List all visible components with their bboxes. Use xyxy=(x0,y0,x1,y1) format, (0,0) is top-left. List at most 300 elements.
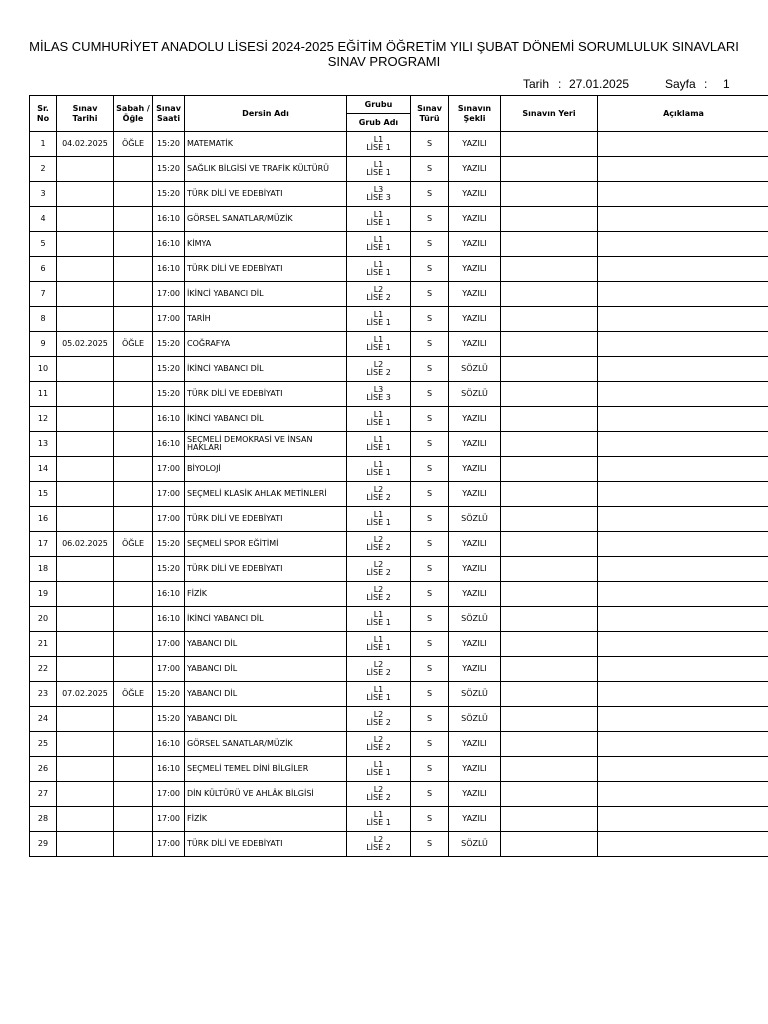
exam-note xyxy=(598,507,768,532)
exam-place xyxy=(501,232,598,257)
exam-note xyxy=(598,482,768,507)
exam-type: S xyxy=(411,282,449,307)
group-cell xyxy=(347,832,411,857)
exam-date xyxy=(57,707,114,732)
course-name: YABANCI DİL xyxy=(185,682,347,707)
group-cell xyxy=(347,157,411,182)
exam-type: S xyxy=(411,607,449,632)
course-name: TÜRK DİLİ VE EDEBİYATI xyxy=(185,182,347,207)
exam-type: S xyxy=(411,832,449,857)
course-name: FİZİK xyxy=(185,807,347,832)
exam-place xyxy=(501,557,598,582)
group-cell xyxy=(347,382,411,407)
group-code: L2 xyxy=(373,785,384,794)
exam-time: 15:20 xyxy=(153,357,185,382)
group-code: L1 xyxy=(373,410,384,419)
group-name: LİSE 1 xyxy=(366,518,391,527)
course-name: SEÇMELİ TEMEL DİNİ BİLGİLER xyxy=(185,757,347,782)
table-row xyxy=(30,307,768,332)
exam-form: YAZILI xyxy=(449,182,501,207)
exam-time: 15:20 xyxy=(153,332,185,357)
exam-time: 15:20 xyxy=(153,557,185,582)
exam-time: 16:10 xyxy=(153,207,185,232)
group-code: L1 xyxy=(373,760,384,769)
group-code: L2 xyxy=(373,360,384,369)
course-name: İKİNCİ YABANCI DİL xyxy=(185,357,347,382)
exam-note xyxy=(598,457,768,482)
group-name: LİSE 2 xyxy=(366,743,391,752)
row-number: 12 xyxy=(30,407,57,432)
exam-session xyxy=(114,607,153,632)
table-row xyxy=(30,457,768,482)
header-date: Sınav Tarihi xyxy=(57,96,114,132)
exam-session: ÖĞLE xyxy=(114,682,153,707)
exam-note xyxy=(598,232,768,257)
exam-session: ÖĞLE xyxy=(114,332,153,357)
group-name: LİSE 3 xyxy=(366,193,391,202)
exam-place xyxy=(501,357,598,382)
exam-time: 16:10 xyxy=(153,582,185,607)
row-number: 15 xyxy=(30,482,57,507)
group-name: LİSE 1 xyxy=(366,268,391,277)
exam-date xyxy=(57,607,114,632)
exam-note xyxy=(598,307,768,332)
exam-type: S xyxy=(411,707,449,732)
exam-place xyxy=(501,782,598,807)
table-row xyxy=(30,657,768,682)
group-cell xyxy=(347,282,411,307)
exam-time: 17:00 xyxy=(153,307,185,332)
table-row xyxy=(30,832,768,857)
exam-place xyxy=(501,757,598,782)
group-name: LİSE 2 xyxy=(366,543,391,552)
exam-place xyxy=(501,182,598,207)
table-row xyxy=(30,407,768,432)
group-code: L2 xyxy=(373,535,384,544)
header-no: Sr. No xyxy=(30,96,57,132)
group-cell xyxy=(347,257,411,282)
exam-date xyxy=(57,357,114,382)
course-name: İKİNCİ YABANCI DİL xyxy=(185,607,347,632)
exam-note xyxy=(598,282,768,307)
header-note: Açıklama xyxy=(598,96,768,132)
exam-type: S xyxy=(411,332,449,357)
exam-type: S xyxy=(411,232,449,257)
row-number: 9 xyxy=(30,332,57,357)
exam-session xyxy=(114,232,153,257)
group-name: LİSE 1 xyxy=(366,618,391,627)
exam-place xyxy=(501,507,598,532)
exam-time: 15:20 xyxy=(153,682,185,707)
exam-form: YAZILI xyxy=(449,457,501,482)
exam-time: 16:10 xyxy=(153,732,185,757)
exam-place xyxy=(501,332,598,357)
exam-note xyxy=(598,732,768,757)
group-code: L2 xyxy=(373,285,384,294)
exam-form: YAZILI xyxy=(449,632,501,657)
course-name: YABANCI DİL xyxy=(185,707,347,732)
exam-place xyxy=(501,382,598,407)
exam-form: YAZILI xyxy=(449,257,501,282)
group-code: L2 xyxy=(373,660,384,669)
page-number: 1 xyxy=(723,77,730,91)
header-type: Sınav Türü xyxy=(411,96,449,132)
exam-date xyxy=(57,557,114,582)
exam-date: 05.02.2025 xyxy=(57,332,114,357)
exam-place xyxy=(501,307,598,332)
exam-date xyxy=(57,432,114,457)
row-number: 18 xyxy=(30,557,57,582)
exam-session xyxy=(114,757,153,782)
exam-time: 17:00 xyxy=(153,807,185,832)
exam-time: 17:00 xyxy=(153,507,185,532)
table-row xyxy=(30,757,768,782)
exam-time: 16:10 xyxy=(153,407,185,432)
row-number: 20 xyxy=(30,607,57,632)
exam-note xyxy=(598,382,768,407)
exam-time: 15:20 xyxy=(153,157,185,182)
row-number: 22 xyxy=(30,657,57,682)
row-number: 16 xyxy=(30,507,57,532)
group-name: LİSE 2 xyxy=(366,793,391,802)
exam-session xyxy=(114,557,153,582)
exam-form: SÖZLÜ xyxy=(449,382,501,407)
exam-session xyxy=(114,407,153,432)
exam-type: S xyxy=(411,732,449,757)
exam-type: S xyxy=(411,132,449,157)
exam-time: 17:00 xyxy=(153,657,185,682)
course-name: YABANCI DİL xyxy=(185,657,347,682)
group-code: L1 xyxy=(373,235,384,244)
course-name: SAĞLIK BİLGİSİ VE TRAFİK KÜLTÜRÜ xyxy=(185,157,347,182)
exam-date xyxy=(57,207,114,232)
exam-date xyxy=(57,232,114,257)
group-cell xyxy=(347,307,411,332)
exam-type: S xyxy=(411,207,449,232)
exam-type: S xyxy=(411,682,449,707)
exam-date xyxy=(57,657,114,682)
row-number: 23 xyxy=(30,682,57,707)
exam-place xyxy=(501,657,598,682)
course-name: GÖRSEL SANATLAR/MÜZİK xyxy=(185,207,347,232)
exam-type: S xyxy=(411,657,449,682)
course-name: TÜRK DİLİ VE EDEBİYATI xyxy=(185,507,347,532)
header-form: Sınavın Şekli xyxy=(449,96,501,132)
group-cell xyxy=(347,332,411,357)
exam-session xyxy=(114,307,153,332)
exam-type: S xyxy=(411,557,449,582)
group-name: LİSE 1 xyxy=(366,143,391,152)
table-row xyxy=(30,607,768,632)
row-number: 21 xyxy=(30,632,57,657)
row-number: 8 xyxy=(30,307,57,332)
course-name: KİMYA xyxy=(185,232,347,257)
course-name: YABANCI DİL xyxy=(185,632,347,657)
exam-note xyxy=(598,157,768,182)
exam-date xyxy=(57,182,114,207)
exam-note xyxy=(598,707,768,732)
group-name: LİSE 1 xyxy=(366,218,391,227)
group-code: L2 xyxy=(373,735,384,744)
exam-session: ÖĞLE xyxy=(114,532,153,557)
exam-form: SÖZLÜ xyxy=(449,707,501,732)
row-number: 6 xyxy=(30,257,57,282)
exam-date xyxy=(57,157,114,182)
course-name: COĞRAFYA xyxy=(185,332,347,357)
exam-form: YAZILI xyxy=(449,232,501,257)
exam-place xyxy=(501,207,598,232)
exam-note xyxy=(598,757,768,782)
group-cell xyxy=(347,632,411,657)
exam-time: 15:20 xyxy=(153,532,185,557)
exam-type: S xyxy=(411,632,449,657)
table-row xyxy=(30,157,768,182)
group-name: LİSE 1 xyxy=(366,818,391,827)
exam-time: 17:00 xyxy=(153,482,185,507)
exam-place xyxy=(501,407,598,432)
group-cell xyxy=(347,582,411,607)
exam-time: 16:10 xyxy=(153,432,185,457)
exam-form: SÖZLÜ xyxy=(449,357,501,382)
row-number: 28 xyxy=(30,807,57,832)
header-time: Sınav Saati xyxy=(153,96,185,132)
group-name: LİSE 2 xyxy=(366,593,391,602)
course-name: FİZİK xyxy=(185,582,347,607)
exam-form: YAZILI xyxy=(449,132,501,157)
exam-session xyxy=(114,182,153,207)
exam-session xyxy=(114,807,153,832)
group-name: LİSE 2 xyxy=(366,568,391,577)
exam-session xyxy=(114,782,153,807)
group-name: LİSE 2 xyxy=(366,718,391,727)
exam-form: YAZILI xyxy=(449,532,501,557)
exam-note xyxy=(598,807,768,832)
course-name: İKİNCİ YABANCI DİL xyxy=(185,282,347,307)
row-number: 27 xyxy=(30,782,57,807)
exam-type: S xyxy=(411,457,449,482)
group-name: LİSE 2 xyxy=(366,493,391,502)
table-row xyxy=(30,282,768,307)
exam-session: ÖĞLE xyxy=(114,132,153,157)
exam-form: SÖZLÜ xyxy=(449,682,501,707)
document-subtitle: SINAV PROGRAMI xyxy=(327,54,441,69)
group-name: LİSE 2 xyxy=(366,843,391,852)
group-code: L2 xyxy=(373,560,384,569)
exam-place xyxy=(501,582,598,607)
group-cell xyxy=(347,607,411,632)
group-name: LİSE 1 xyxy=(366,168,391,177)
exam-note xyxy=(598,357,768,382)
exam-date xyxy=(57,732,114,757)
group-code: L1 xyxy=(373,135,384,144)
exam-place xyxy=(501,482,598,507)
exam-time: 16:10 xyxy=(153,607,185,632)
exam-date: 06.02.2025 xyxy=(57,532,114,557)
group-name: LİSE 2 xyxy=(366,668,391,677)
exam-date xyxy=(57,807,114,832)
group-name: LİSE 1 xyxy=(366,343,391,352)
exam-time: 15:20 xyxy=(153,132,185,157)
table-row xyxy=(30,207,768,232)
exam-type: S xyxy=(411,407,449,432)
exam-type: S xyxy=(411,382,449,407)
exam-place xyxy=(501,532,598,557)
group-name: LİSE 1 xyxy=(366,643,391,652)
exam-form: YAZILI xyxy=(449,582,501,607)
page-label: Sayfa xyxy=(665,77,696,91)
group-cell xyxy=(347,557,411,582)
exam-session xyxy=(114,382,153,407)
group-code: L2 xyxy=(373,710,384,719)
exam-type: S xyxy=(411,432,449,457)
exam-note xyxy=(598,407,768,432)
exam-place xyxy=(501,132,598,157)
group-cell xyxy=(347,407,411,432)
row-number: 2 xyxy=(30,157,57,182)
exam-note xyxy=(598,332,768,357)
group-cell xyxy=(347,757,411,782)
course-name: SEÇMELİ DEMOKRASİ VE İNSAN HAKLARI xyxy=(185,432,347,457)
exam-time: 17:00 xyxy=(153,782,185,807)
group-code: L1 xyxy=(373,810,384,819)
group-cell xyxy=(347,457,411,482)
exam-type: S xyxy=(411,157,449,182)
table-row xyxy=(30,532,768,557)
date-value: 27.01.2025 xyxy=(569,77,630,91)
exam-type: S xyxy=(411,482,449,507)
exam-type: S xyxy=(411,507,449,532)
exam-session xyxy=(114,482,153,507)
exam-note xyxy=(598,532,768,557)
exam-note xyxy=(598,582,768,607)
exam-form: YAZILI xyxy=(449,332,501,357)
exam-form: YAZILI xyxy=(449,657,501,682)
exam-date xyxy=(57,482,114,507)
exam-date xyxy=(57,782,114,807)
exam-note xyxy=(598,557,768,582)
exam-date xyxy=(57,257,114,282)
exam-form: YAZILI xyxy=(449,407,501,432)
group-code: L1 xyxy=(373,635,384,644)
exam-type: S xyxy=(411,807,449,832)
exam-session xyxy=(114,457,153,482)
exam-place xyxy=(501,707,598,732)
exam-session xyxy=(114,257,153,282)
exam-time: 16:10 xyxy=(153,757,185,782)
row-number: 3 xyxy=(30,182,57,207)
course-name: DİN KÜLTÜRÜ VE AHLÂK BİLGİSİ xyxy=(185,782,347,807)
group-code: L3 xyxy=(373,185,384,194)
exam-form: YAZILI xyxy=(449,157,501,182)
exam-note xyxy=(598,832,768,857)
table-row xyxy=(30,782,768,807)
table-row xyxy=(30,732,768,757)
exam-date: 04.02.2025 xyxy=(57,132,114,157)
exam-form: YAZILI xyxy=(449,282,501,307)
exam-form: SÖZLÜ xyxy=(449,607,501,632)
header-place: Sınavın Yeri xyxy=(501,96,598,132)
group-code: L1 xyxy=(373,210,384,219)
exam-time: 15:20 xyxy=(153,382,185,407)
header-group-name: Grub Adı xyxy=(347,114,411,132)
exam-place xyxy=(501,807,598,832)
exam-type: S xyxy=(411,532,449,557)
exam-place xyxy=(501,832,598,857)
exam-session xyxy=(114,507,153,532)
group-code: L1 xyxy=(373,435,384,444)
exam-form: YAZILI xyxy=(449,807,501,832)
group-cell xyxy=(347,207,411,232)
group-cell xyxy=(347,807,411,832)
group-code: L1 xyxy=(373,610,384,619)
row-number: 1 xyxy=(30,132,57,157)
row-number: 10 xyxy=(30,357,57,382)
exam-time: 16:10 xyxy=(153,257,185,282)
group-code: L2 xyxy=(373,585,384,594)
exam-schedule-table xyxy=(29,95,768,857)
exam-time: 16:10 xyxy=(153,232,185,257)
exam-session xyxy=(114,357,153,382)
table-row xyxy=(30,582,768,607)
exam-type: S xyxy=(411,257,449,282)
table-row xyxy=(30,632,768,657)
exam-form: SÖZLÜ xyxy=(449,832,501,857)
exam-form: YAZILI xyxy=(449,482,501,507)
table-row xyxy=(30,332,768,357)
group-cell xyxy=(347,532,411,557)
exam-session xyxy=(114,832,153,857)
group-code: L1 xyxy=(373,685,384,694)
row-number: 13 xyxy=(30,432,57,457)
exam-note xyxy=(598,782,768,807)
course-name: GÖRSEL SANATLAR/MÜZİK xyxy=(185,732,347,757)
exam-note xyxy=(598,632,768,657)
date-colon: : xyxy=(558,77,562,91)
group-cell xyxy=(347,507,411,532)
table-row xyxy=(30,257,768,282)
exam-note xyxy=(598,182,768,207)
exam-session xyxy=(114,282,153,307)
group-code: L1 xyxy=(373,510,384,519)
exam-note xyxy=(598,657,768,682)
table-row xyxy=(30,707,768,732)
exam-note xyxy=(598,682,768,707)
exam-date xyxy=(57,407,114,432)
exam-session xyxy=(114,732,153,757)
table-row xyxy=(30,357,768,382)
group-code: L3 xyxy=(373,385,384,394)
group-cell xyxy=(347,482,411,507)
group-cell xyxy=(347,657,411,682)
group-code: L1 xyxy=(373,260,384,269)
exam-date xyxy=(57,832,114,857)
exam-session xyxy=(114,432,153,457)
exam-session xyxy=(114,632,153,657)
exam-date: 07.02.2025 xyxy=(57,682,114,707)
row-number: 14 xyxy=(30,457,57,482)
table-row xyxy=(30,482,768,507)
page-colon: : xyxy=(704,77,708,91)
group-cell xyxy=(347,782,411,807)
document-title: MİLAS CUMHURİYET ANADOLU LİSESİ 2024-2025 EĞİTİM ÖĞRETİM YILI ŞUBAT DÖNEMİ SORUMLULUK SINAVLARI xyxy=(29,39,739,54)
exam-session xyxy=(114,157,153,182)
exam-place xyxy=(501,457,598,482)
exam-form: YAZILI xyxy=(449,557,501,582)
exam-session xyxy=(114,657,153,682)
group-code: L1 xyxy=(373,460,384,469)
header-group: Grubu xyxy=(347,96,411,114)
group-cell xyxy=(347,232,411,257)
